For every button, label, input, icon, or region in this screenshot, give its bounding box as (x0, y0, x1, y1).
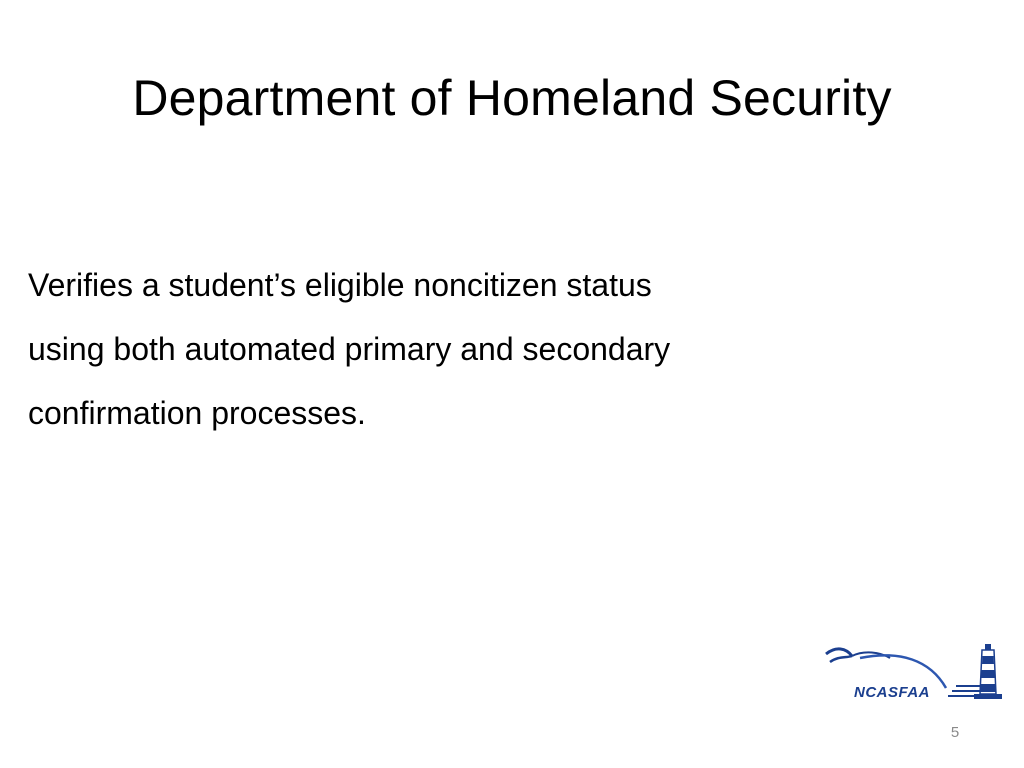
slide-title: Department of Homeland Security (132, 70, 892, 126)
slide-body (28, 253, 948, 445)
body-line: confirmation processes. (28, 395, 366, 431)
body-line: Verifies a student’s eligible noncitizen status (28, 267, 652, 303)
lighthouse-with-seagull-icon (820, 636, 1010, 714)
logo-text: NCASFAA (854, 684, 931, 701)
ncasfaa-logo (820, 636, 1010, 714)
body-line: using both automated primary and secondary (28, 331, 671, 367)
slide-number: 5 (950, 724, 960, 741)
